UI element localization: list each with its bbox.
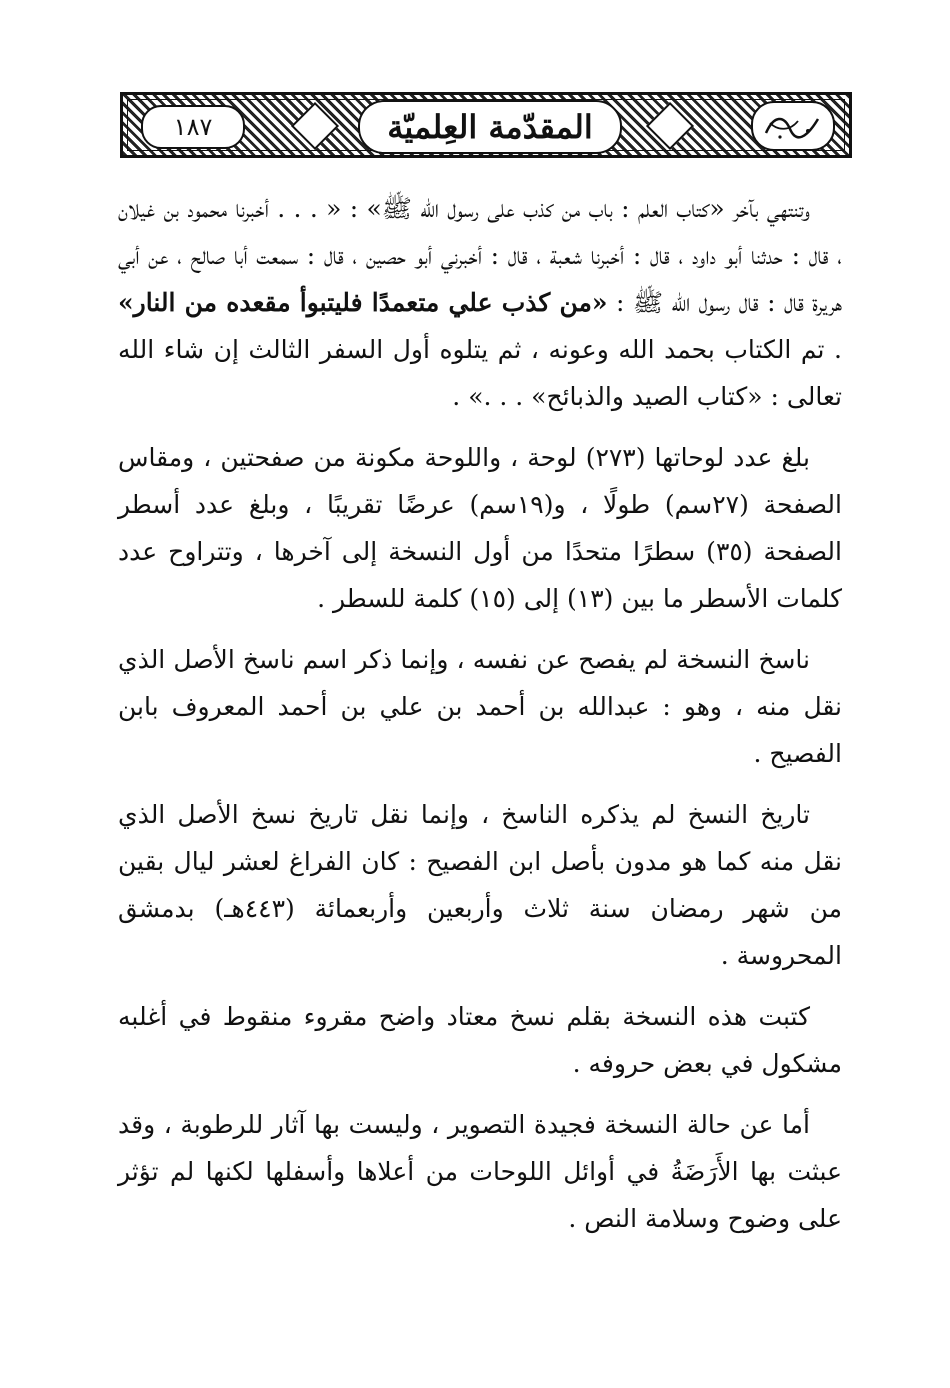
- page-number: ١٨٧: [141, 105, 245, 149]
- running-title: المقدّمة العِلميّة: [358, 100, 622, 154]
- paragraph-1-ending: . تم الكتاب بحمد الله وعونه ، ثم يتلوه أول السفر الثالث إن شاء الله تعالى : «كتاب الصيد والذبائح» . . .» .: [118, 335, 842, 411]
- paragraph-4: تاريخ النسخ لم يذكره الناسخ ، وإنما نقل تاريخ نسخ الأصل الذي نقل منه كما هو مدون بأصل ابن الفصيح : كان الفراغ لعشر ليال بقين من شهر رمضان سنة ثلاث وأربعين وأربعمائة (٤٤٣هـ) بدمشق المحروسة .: [118, 800, 842, 970]
- page-header: [120, 92, 852, 158]
- body-text: [118, 185, 842, 1256]
- paragraph-1: [118, 185, 842, 420]
- header-ornament-left: [291, 102, 339, 150]
- hadith-quote: «من كذب علي متعمدًا فليتبوأ مقعده من النار»: [118, 288, 608, 317]
- calligraphy-emblem-icon: [760, 109, 826, 143]
- paragraph-6: أما عن حالة النسخة فجيدة التصوير ، وليست بها آثار للرطوبة ، وقد عبثت بها الأَرَضَةُ في أوائل اللوحات من أعلاها وأسفلها لكنها لم تؤثر على وضوح وسلامة النص .: [118, 1110, 842, 1233]
- header-ornament-right: [646, 102, 694, 150]
- paragraph-1-text: وتنتهي بآخر «كتاب العلم : باب من كذب على رسول الله ﷺ» : « . . . أخبرنا محمود بن غيلان ، قال : حدثنا أبو داود ، قال : أخبرنا شعبة ، قال : أخبرني أبو حصين ، قال : سمعت أبا صالح ، عن أبي هريرة قال : قال رسول الله ﷺ :: [118, 194, 842, 317]
- paragraph-5: كتبت هذه النسخة بقلم نسخ معتاد واضح مقروء منقوط في أغلبه مشكول في بعض حروفه .: [118, 1002, 842, 1078]
- paragraph-2: بلغ عدد لوحاتها (٢٧٣) لوحة ، واللوحة مكونة من صفحتين ، ومقاس الصفحة (٢٧سم) طولًا ، و(١٩سم) عرضًا تقريبًا ، وبلغ عدد أسطر الصفحة (٣٥) سطرًا متحدًا من أول النسخة إلى آخرها ، وتتراوح عدد كلمات الأسطر ما بين (١٣) إلى (١٥) كلمة للسطر .: [118, 443, 842, 613]
- paragraph-3: ناسخ النسخة لم يفصح عن نفسه ، وإنما ذكر اسم ناسخ الأصل الذي نقل منه ، وهو : عبدالله بن أحمد بن علي بن أحمد المعروف بابن الفصيح .: [118, 645, 842, 768]
- calligraphy-emblem: [751, 101, 835, 151]
